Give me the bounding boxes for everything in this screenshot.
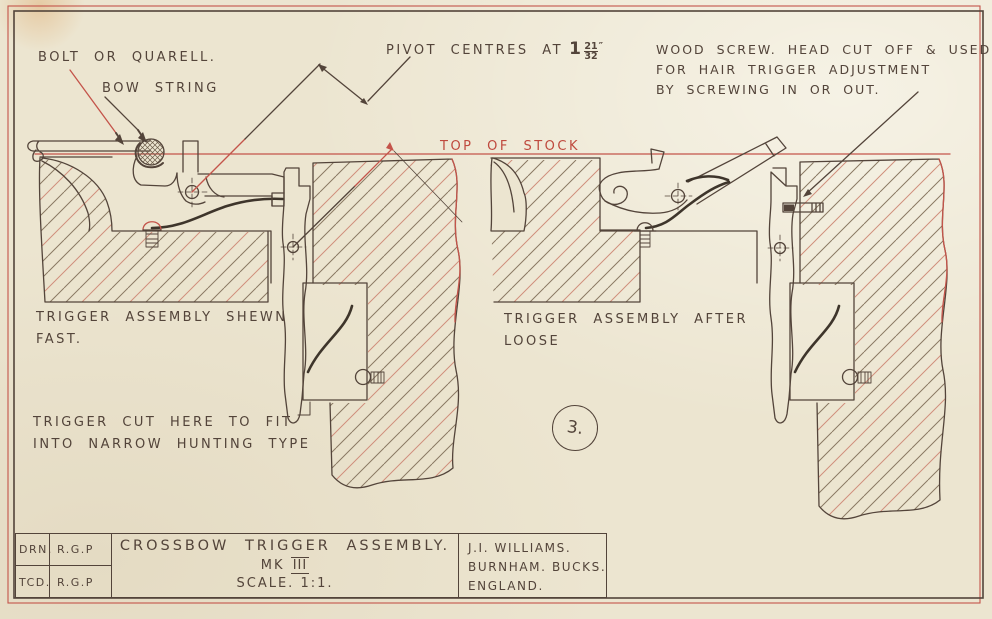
author-name: J.I. WILLIAMS. xyxy=(468,541,572,555)
label-bolt-or-quarell: BOLT OR QUARELL. xyxy=(38,50,217,65)
drn-value: R.G.P xyxy=(57,543,94,556)
figure-number: 3. xyxy=(565,416,585,440)
label-top-of-stock: TOP OF STOCK xyxy=(440,139,581,154)
pivot-unit: ″ xyxy=(598,41,604,52)
tcd-value: R.G.P xyxy=(57,576,94,589)
adjustment-screw xyxy=(143,222,161,247)
drawing-title: CROSSBOW TRIGGER ASSEMBLY. xyxy=(119,538,451,554)
author-country: ENGLAND. xyxy=(468,579,544,593)
wood-screw-line3: BY SCREWING IN OR OUT. xyxy=(656,82,881,97)
wood-screw-line2: FOR HAIR TRIGGER ADJUSTMENT xyxy=(656,62,932,77)
title-block-divider xyxy=(16,565,111,566)
pivot-centres-text: PIVOT CENTRES AT xyxy=(386,43,564,58)
drn-label: DRN. xyxy=(19,543,53,556)
drawing-scale: SCALE. 1:1. xyxy=(236,576,334,591)
mark-numeral: III xyxy=(292,558,308,573)
caption-left-line2: FAST. xyxy=(36,332,83,347)
trigger-cut-line2: INTO NARROW HUNTING TYPE xyxy=(33,437,311,452)
caption-left-view xyxy=(36,307,288,351)
note-wood-screw xyxy=(656,40,991,100)
caption-left-line1: TRIGGER ASSEMBLY SHEWN xyxy=(36,310,288,325)
wood-screw-line1: WOOD SCREW. HEAD CUT OFF & USED xyxy=(656,42,992,57)
mark-prefix: MK xyxy=(260,558,285,573)
title-block-divider xyxy=(458,534,459,597)
pivot-whole: 1 xyxy=(569,39,584,59)
caption-right-view xyxy=(504,309,748,353)
drawing-mark xyxy=(112,558,458,573)
caption-right-line1: TRIGGER ASSEMBLY AFTER xyxy=(504,312,748,327)
caption-right-line2: LOOSE xyxy=(504,334,561,349)
author-town: BURNHAM. BUCKS. xyxy=(468,560,607,574)
trigger-cut-line1: TRIGGER CUT HERE TO FIT xyxy=(33,415,293,430)
pivot-numerator: 21 xyxy=(584,41,598,52)
bow-string-line xyxy=(687,176,728,181)
right-view-trigger-loose xyxy=(490,92,947,519)
bolt-quarrel xyxy=(28,141,150,151)
title-block xyxy=(15,533,607,598)
tcd-label: TCD. xyxy=(19,576,51,589)
string-nut xyxy=(138,139,164,165)
trigger-spring xyxy=(646,182,729,228)
label-pivot-centres xyxy=(386,39,604,62)
trigger-spring xyxy=(152,199,283,228)
pivot-denominator: 32 xyxy=(584,51,598,62)
author-address xyxy=(468,539,606,596)
note-trigger-cut xyxy=(33,412,310,456)
label-bow-string: BOW STRING xyxy=(102,81,219,96)
